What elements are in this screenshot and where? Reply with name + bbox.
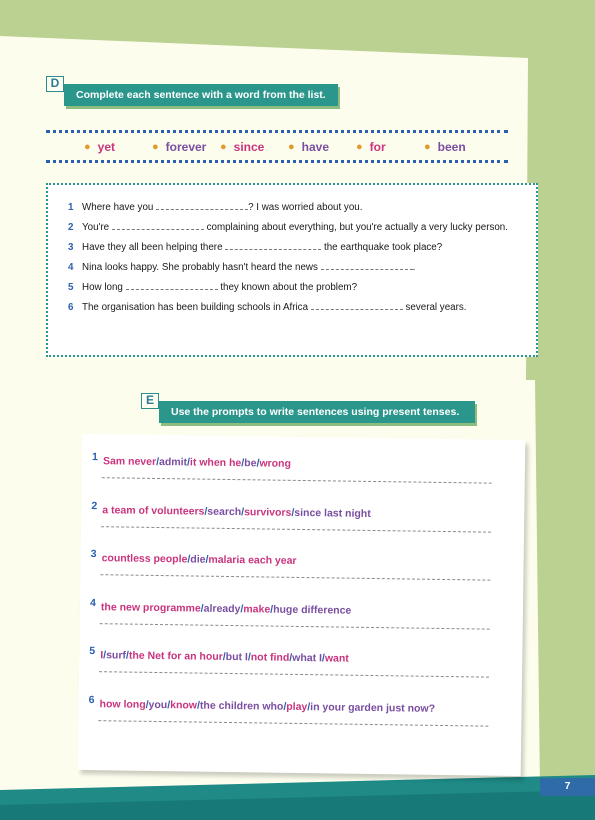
answer-line[interactable] (102, 477, 492, 483)
word-item: ● have (288, 139, 330, 154)
section-e-header (141, 393, 475, 423)
sentence-item: 4 Nina looks happy. She probably hasn't heard the news . (68, 262, 416, 273)
word-list (46, 130, 508, 163)
sentence-item: 1 Where have you ? I was worried about you. (68, 202, 363, 213)
answer-line[interactable] (100, 574, 490, 580)
page-number: 7 (540, 778, 595, 796)
answer-line[interactable] (99, 671, 489, 677)
answer-blank[interactable] (156, 201, 248, 210)
bullet-icon: ● (356, 140, 363, 153)
word-item: ● for (356, 139, 386, 154)
bullet-icon: ● (424, 140, 431, 153)
word-item: ● since (220, 139, 265, 154)
sentence-item: 3 Have they all been helping there the earthquake took place? (68, 242, 443, 253)
prompt-item: 6 how long/you/know/the children who/play/in your garden just now? (88, 694, 504, 748)
answer-line[interactable] (98, 720, 488, 726)
prompt-item: 2 a team of volunteers/search/survivors/since last night (91, 500, 507, 554)
answer-blank[interactable] (112, 221, 204, 230)
section-e-letter: E (141, 393, 159, 409)
exercise-e-box (78, 434, 526, 776)
answer-blank[interactable] (311, 301, 403, 310)
word-item: ● forever (152, 139, 207, 154)
word-item: ● been (424, 139, 466, 154)
section-d-instruction: Complete each sentence with a word from the list. (64, 84, 338, 106)
answer-blank[interactable] (225, 241, 321, 250)
sentence-item: 2 You're complaining about everything, but you're actually a very lucky person. (68, 222, 508, 233)
section-d-letter: D (46, 76, 64, 92)
bullet-icon: ● (220, 140, 227, 153)
answer-blank[interactable] (321, 261, 413, 270)
section-e-instruction: Use the prompts to write sentences using present tenses. (159, 401, 475, 423)
answer-line[interactable] (101, 526, 491, 532)
word-item: ● yet (84, 139, 115, 154)
bullet-icon: ● (288, 140, 295, 153)
prompt-item: 3 countless people/die/malaria each year (90, 548, 506, 602)
answer-blank[interactable] (126, 281, 218, 290)
exercise-d-box (46, 183, 538, 357)
prompt-item: 5 I/surf/the Net for an hour/but I/not find/what I/want (89, 645, 505, 699)
prompt-item: 4 the new programme/already/make/huge difference (89, 597, 505, 651)
sentence-item: 6 The organisation has been building schools in Africa several years. (68, 302, 467, 313)
bullet-icon: ● (84, 140, 91, 153)
prompt-item: 1 Sam never/admit/it when he/be/wrong (91, 451, 507, 505)
sentence-item: 5 How long they known about the problem? (68, 282, 358, 293)
answer-line[interactable] (100, 623, 490, 629)
bullet-icon: ● (152, 140, 159, 153)
section-d-header (46, 76, 338, 106)
